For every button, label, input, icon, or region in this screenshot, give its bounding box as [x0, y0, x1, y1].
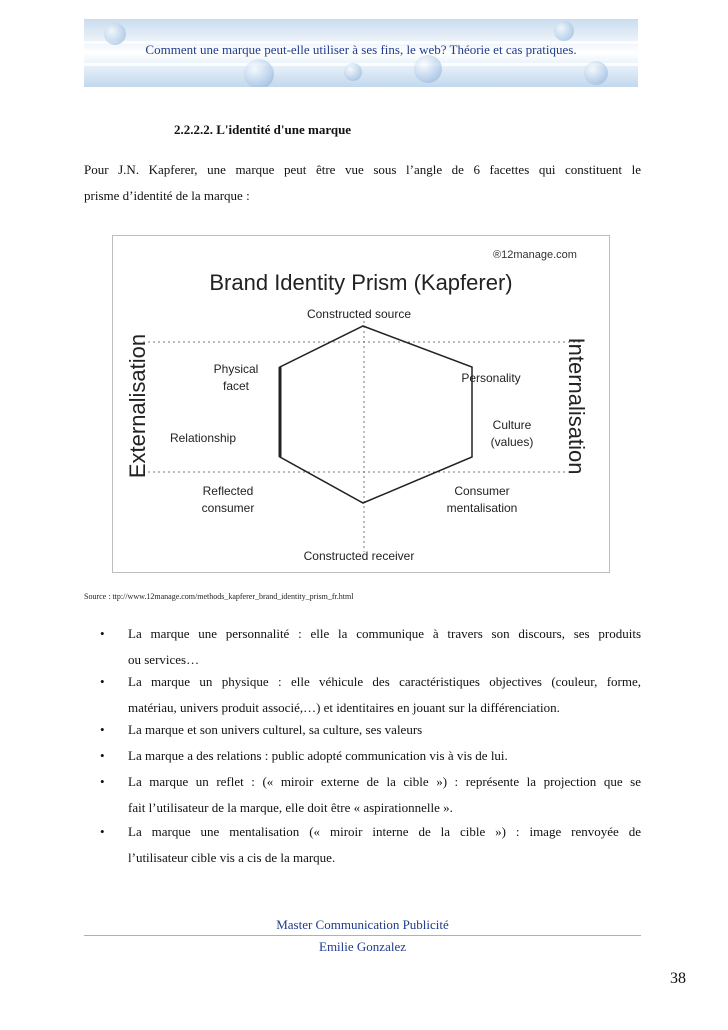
facet-consumer-1: Consumer	[454, 484, 510, 498]
list-item-line: La marque et son univers culturel, sa culture, ses valeurs	[128, 722, 423, 737]
section-heading: 2.2.2.2. L'identité d'une marque	[174, 122, 352, 137]
facet-personality: Personality	[461, 371, 521, 385]
brand-identity-prism-figure	[112, 235, 610, 573]
label-constructed-source: Constructed source	[306, 307, 412, 321]
label-constructed-receiver: Constructed receiver	[303, 549, 415, 563]
list-item-line: La marque un reflet : (« miroir externe de la cible ») : représente la projection que se	[128, 774, 641, 789]
list-item-line: La marque une mentalisation (« miroir interne de la cible ») : image renvoyée de	[128, 824, 641, 839]
bullet-icon: •	[100, 626, 105, 641]
identity-hexagon	[280, 326, 472, 503]
facet-physical-2: facet	[222, 379, 250, 393]
axis-internalisation: Internalisation	[564, 337, 589, 475]
page-number: 38	[670, 970, 686, 987]
list-item-line: l’utilisateur cible vis a cis de la marque.	[128, 850, 336, 865]
facet-reflected-1: Reflected	[202, 484, 254, 498]
footer-author: Emilie Gonzalez	[319, 939, 406, 954]
facet-culture-2: (values)	[490, 435, 534, 449]
list-item-line: ou services…	[128, 652, 200, 667]
facet-relationship: Relationship	[169, 431, 237, 445]
figure-copyright: ®12manage.com	[493, 249, 577, 261]
bullet-icon: •	[100, 824, 105, 839]
footer-divider	[84, 935, 641, 936]
list-item-line: La marque a des relations : public adopté communication vis à vis de lui.	[128, 748, 508, 763]
intro-line-2: prisme d’identité de la marque :	[84, 188, 250, 203]
intro-line-1: Pour J.N. Kapferer, une marque peut être vue sous l’angle de 6 facettes qui constituent le	[84, 162, 641, 177]
footer-program: Master Communication Publicité	[276, 917, 449, 932]
bullet-icon: •	[100, 748, 105, 763]
facet-culture-1: Culture	[492, 418, 532, 432]
list-item-line: La marque une personnalité : elle la communique à travers son discours, ses produits	[128, 626, 641, 641]
facet-consumer-2: mentalisation	[446, 501, 518, 515]
figure-title: Brand Identity Prism (Kapferer)	[209, 270, 513, 295]
list-item-line: matériau, univers produit associé,…) et identitaires en jouant sur la différenciation.	[128, 700, 560, 715]
bullet-icon: •	[100, 774, 105, 789]
bullet-icon: •	[100, 722, 105, 737]
facet-physical-1: Physical	[213, 362, 259, 376]
bullet-icon: •	[100, 674, 105, 689]
list-item-line: fait l’utilisateur de la marque, elle doit être « aspirationnelle ».	[128, 800, 453, 815]
header-title: Comment une marque peut-elle utiliser à ses fins, le web? Théorie et cas pratiques.	[145, 42, 577, 57]
axis-externalisation: Externalisation	[125, 333, 150, 479]
list-item-line: La marque un physique : elle véhicule des caractéristiques objectives (couleur, forme,	[128, 674, 641, 689]
facet-reflected-2: consumer	[201, 501, 255, 515]
figure-source: Source : ttp://www.12manage.com/methods_kapferer_brand_identity_prism_fr.html	[84, 592, 354, 601]
